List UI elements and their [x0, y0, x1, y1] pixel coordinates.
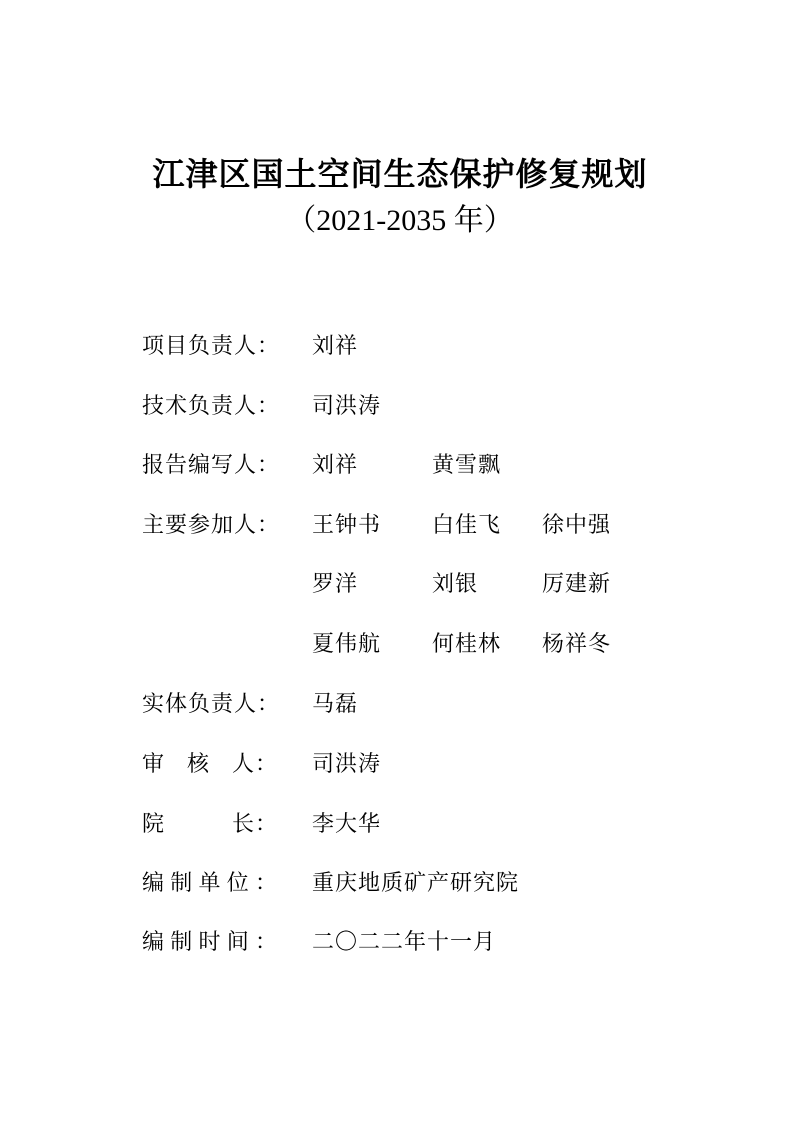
- label-char: 单: [198, 871, 222, 896]
- value-tech-lead: 司洪涛: [312, 394, 382, 419]
- title-block: [0, 148, 800, 242]
- label-unit: [142, 864, 278, 904]
- value-entity-lead: 马磊: [312, 692, 359, 717]
- label-char: 制: [170, 930, 194, 955]
- row-dean: [0, 805, 800, 845]
- label-dean: [142, 805, 278, 845]
- value-report-writer-1: 刘祥: [312, 453, 359, 478]
- label-char: 时: [198, 930, 222, 955]
- row-participants-3: [0, 625, 800, 665]
- row-tech-lead: [0, 387, 800, 427]
- label-reviewer: [142, 745, 278, 785]
- participant: 厉建新: [542, 572, 612, 597]
- value-unit: 重庆地质矿产研究院: [312, 871, 520, 896]
- row-report-writers: [0, 446, 800, 486]
- row-entity-lead: [0, 685, 800, 725]
- participant: 何桂林: [432, 632, 502, 657]
- row-unit: [0, 864, 800, 904]
- document-title: 江津区国土空间生态保护修复规划: [152, 155, 648, 193]
- label-participants: 主要参加人：: [142, 513, 281, 538]
- participant: 刘银: [432, 572, 479, 597]
- label-char: 核: [186, 752, 210, 777]
- label-tech-lead: 技术负责人：: [142, 394, 281, 419]
- participant: 白佳飞: [432, 513, 502, 538]
- participant: 王钟书: [312, 513, 382, 538]
- value-reviewer: 司洪涛: [312, 752, 382, 777]
- label-entity-lead: 实体负责人：: [142, 692, 281, 717]
- label-char: 审: [142, 752, 166, 777]
- label-char: ：: [254, 871, 278, 896]
- label-char: ：: [254, 930, 278, 955]
- label-char: 间: [226, 930, 250, 955]
- row-project-lead: [0, 327, 800, 367]
- label-project-lead: 项目负责人：: [142, 334, 281, 359]
- value-dean: 李大华: [312, 812, 382, 837]
- participant: 杨祥冬: [542, 632, 612, 657]
- row-participants-1: [0, 506, 800, 546]
- value-report-writer-2: 黄雪飘: [432, 453, 502, 478]
- row-reviewer: [0, 745, 800, 785]
- participant: 夏伟航: [312, 632, 382, 657]
- participant: 徐中强: [542, 513, 612, 538]
- document-subtitle: （2021-2035 年）: [286, 204, 514, 237]
- row-participants-2: [0, 565, 800, 605]
- label-char: 长：: [231, 812, 278, 837]
- label-report-writers: 报告编写人：: [142, 453, 281, 478]
- value-date: 二〇二二年十一月: [312, 930, 497, 955]
- label-char: 编: [142, 930, 166, 955]
- value-project-lead: 刘祥: [312, 334, 359, 359]
- label-char: 人：: [231, 752, 278, 777]
- participant: 罗洋: [312, 572, 359, 597]
- label-char: 编: [142, 871, 166, 896]
- label-char: 院: [142, 812, 166, 837]
- label-char: 位: [226, 871, 250, 896]
- label-char: 制: [170, 871, 194, 896]
- label-date: [142, 923, 278, 963]
- row-date: [0, 923, 800, 963]
